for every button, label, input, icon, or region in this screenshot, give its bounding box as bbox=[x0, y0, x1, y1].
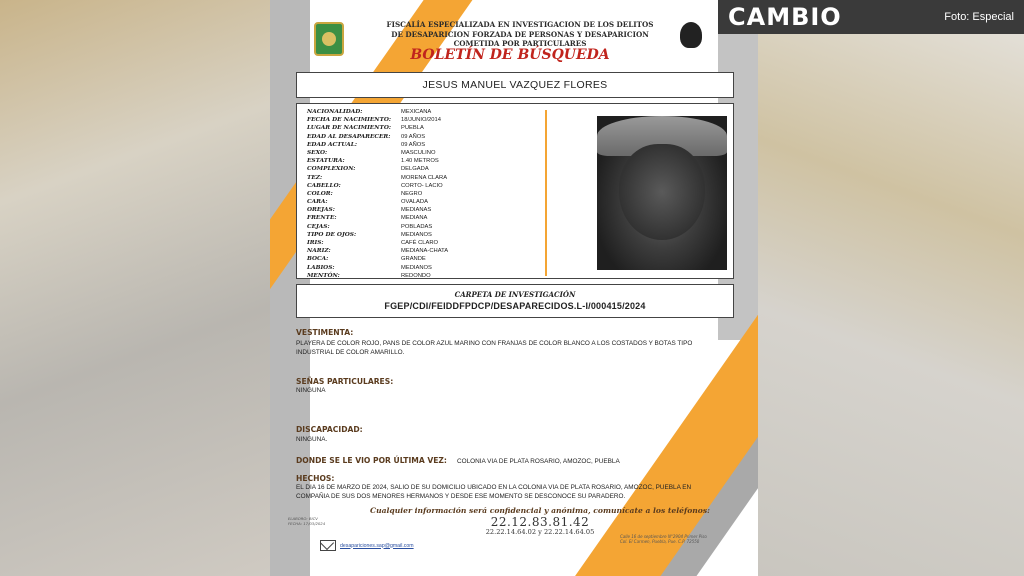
attribute-value: 1.40 METROS bbox=[401, 158, 439, 165]
meta-date: FECHA: 17/03/2024 bbox=[288, 521, 326, 526]
attribute-label: TIPO DE OJOS: bbox=[307, 231, 357, 238]
agency-line: DE DESAPARICION FORZADA DE PERSONAS Y DESAPARICION bbox=[391, 29, 649, 39]
attribute-value: MASCULINO bbox=[401, 149, 436, 156]
attribute-label: CABELLO: bbox=[307, 182, 341, 189]
office-address bbox=[620, 534, 758, 544]
attribute-label: LUGAR DE NACIMIENTO: bbox=[307, 125, 392, 132]
attribute-value: NEGRO bbox=[401, 190, 423, 197]
attribute-row bbox=[307, 190, 557, 198]
document-meta bbox=[288, 516, 325, 526]
marks-heading: SEÑAS PARTICULARES: bbox=[296, 377, 394, 386]
missing-person-photo bbox=[597, 116, 727, 270]
marks-text: NINGUNA bbox=[296, 387, 326, 394]
contact-email[interactable]: desapariciones.sap@gmail.com bbox=[340, 542, 414, 549]
prosecutor-emblem-icon bbox=[680, 22, 702, 48]
attribute-row bbox=[307, 198, 557, 206]
attribute-row bbox=[307, 231, 557, 239]
attribute-label: FECHA DE NACIMIENTO: bbox=[307, 117, 392, 124]
attribute-value: 09 AÑOS bbox=[401, 141, 426, 148]
last-seen-row bbox=[296, 456, 620, 465]
attribute-value: MEDIANA bbox=[401, 215, 428, 222]
attribute-value: PUEBLA bbox=[401, 125, 424, 132]
attribute-row bbox=[307, 239, 557, 247]
attribute-value: MEDIANOS bbox=[401, 264, 432, 271]
attribute-row bbox=[307, 149, 557, 157]
attribute-label: COMPLEXION: bbox=[307, 166, 356, 173]
attribute-value: OVALADA bbox=[401, 199, 428, 206]
agency-line: FISCALÍA ESPECIALIZADA EN INVESTIGACION DE LOS DELITOS bbox=[386, 20, 654, 29]
investigation-number: FGEP/CDI/FEIDDFPDCP/DESAPARECIDOS.L-I/000415/2024 bbox=[384, 301, 646, 311]
attribute-row bbox=[307, 182, 557, 190]
attribute-list bbox=[307, 108, 557, 280]
blurred-background-left bbox=[0, 0, 270, 576]
attribute-value: CAFÉ CLARO bbox=[401, 240, 439, 246]
attribute-row bbox=[307, 206, 557, 214]
investigation-label: CARPETA DE INVESTIGACIÓN bbox=[454, 290, 576, 299]
clothing-text: PLAYERA DE COLOR ROJO, PANS DE COLOR AZUL MARINO CON FRANJAS DE COLOR BLANCO A LOS COSTADOS Y BOTAS TIPO INDUSTRIAL DE COLOR AMARILLO. bbox=[296, 340, 693, 356]
photo-face bbox=[619, 144, 705, 240]
attribute-value: DELGADA bbox=[401, 166, 429, 173]
attribute-row bbox=[307, 214, 557, 222]
last-seen-heading: DONDE SE LE VIO POR ÚLTIMA VEZ: bbox=[296, 456, 447, 465]
bulletin-title: BOLETÍN DE BÚSQUEDA bbox=[410, 47, 610, 63]
poster-content bbox=[270, 0, 758, 576]
attribute-row bbox=[307, 116, 557, 124]
agency-header bbox=[370, 20, 670, 49]
envelope-icon bbox=[320, 540, 336, 551]
attribute-label: ESTATURA: bbox=[307, 158, 345, 165]
attribute-row bbox=[307, 255, 557, 263]
attribute-label: COLOR: bbox=[307, 190, 333, 197]
watermark-bar bbox=[718, 0, 1024, 34]
attribute-label: MENTÓN: bbox=[307, 272, 340, 279]
attribute-value: MORENA CLARA bbox=[401, 174, 448, 181]
attribute-value: 18/JUNIO/2014 bbox=[401, 117, 441, 124]
attribute-row bbox=[307, 108, 557, 116]
last-seen-text: COLONIA VIA DE PLATA ROSARIO, AMOZOC, PUEBLA bbox=[456, 458, 620, 465]
search-bulletin-poster bbox=[270, 0, 758, 576]
clothing-heading: VESTIMENTA: bbox=[296, 328, 354, 337]
agency-line: COMETIDA POR PARTICULARES bbox=[453, 39, 587, 48]
attribute-row bbox=[307, 133, 557, 141]
attribute-value: POBLADAS bbox=[401, 223, 433, 230]
attribute-row bbox=[307, 264, 557, 272]
attribute-value: MEDIANOS bbox=[401, 231, 432, 238]
attribute-label: OREJAS: bbox=[307, 207, 335, 214]
attribute-label: FRENTE: bbox=[307, 215, 337, 222]
investigation-file-box bbox=[296, 284, 734, 318]
attribute-row bbox=[307, 141, 557, 149]
name-box bbox=[296, 72, 734, 98]
photo-credit: Foto: Especial bbox=[944, 11, 1014, 23]
attribute-label: IRIS: bbox=[307, 240, 324, 246]
attribute-row bbox=[307, 157, 557, 165]
attribute-value: CORTO- LACIO bbox=[401, 182, 443, 189]
attribute-label: BOCA: bbox=[307, 256, 329, 263]
attribute-row bbox=[307, 174, 557, 182]
attribute-label: LABIOS: bbox=[307, 264, 335, 271]
attribute-value: REDONDO bbox=[401, 272, 431, 279]
cambio-logo: CAMBIO bbox=[728, 3, 842, 31]
attribute-label: EDAD ACTUAL: bbox=[307, 141, 358, 148]
address-line: Col. El Carmen, Puebla, Pue. C.P. 72550 bbox=[620, 539, 700, 544]
alternate-phones: 22.22.14.64.02 y 22.22.14.64.05 bbox=[485, 528, 595, 536]
meta-elaborated: ELABORO: BICV bbox=[288, 516, 318, 521]
attribute-value: GRANDE bbox=[401, 256, 426, 263]
physical-description-box bbox=[296, 103, 734, 279]
blurred-background-right bbox=[758, 0, 1024, 576]
disability-heading: DISCAPACIDAD: bbox=[296, 425, 363, 434]
facts-heading: HECHOS: bbox=[296, 474, 335, 483]
attribute-label: EDAD AL DESAPARECER: bbox=[307, 133, 391, 140]
attribute-value: 09 AÑOS bbox=[401, 133, 426, 140]
facts-text: EL DIA 16 DE MARZO DE 2024, SALIO DE SU DOMICILIO UBICADO EN LA COLONIA VIA DE PLATA ROSARIO, AMOZOC, PUEBLA EN COMPAÑIA DE SUS DOS MENORES HERMANOS Y DESDE ESE MOMENTO SE DESCONOCE SU PARADERO. bbox=[296, 484, 692, 500]
attribute-label: CARA: bbox=[307, 199, 328, 206]
missing-person-name: JESUS MANUEL VAZQUEZ FLORES bbox=[422, 79, 608, 91]
puebla-seal-icon bbox=[314, 22, 344, 56]
attribute-label: NACIONALIDAD: bbox=[307, 109, 363, 115]
attribute-label: TEZ: bbox=[307, 174, 323, 181]
disability-text: NINGUNA. bbox=[296, 436, 328, 443]
attribute-label: CEJAS: bbox=[307, 223, 330, 230]
attribute-row bbox=[307, 223, 557, 231]
attribute-row bbox=[307, 124, 557, 132]
attribute-value: MEDIANAS bbox=[401, 207, 432, 214]
address-line: Calle 16 de septiembre N°2904 Primer Piso bbox=[620, 534, 707, 539]
attribute-row bbox=[307, 165, 557, 173]
attribute-label: NARIZ: bbox=[307, 248, 331, 255]
email-row bbox=[320, 540, 414, 551]
attribute-value: MEDIANA-CHATA bbox=[401, 248, 449, 255]
attribute-row bbox=[307, 272, 557, 280]
attribute-label: SEXO: bbox=[307, 149, 328, 156]
attribute-row bbox=[307, 247, 557, 255]
main-phone: 22.12.83.81.42 bbox=[490, 515, 590, 529]
contact-note: Cualquier información será confidencial y anónima, comunícate a los teléfonos: bbox=[370, 506, 710, 515]
attribute-value: MEXICANA bbox=[401, 109, 432, 115]
